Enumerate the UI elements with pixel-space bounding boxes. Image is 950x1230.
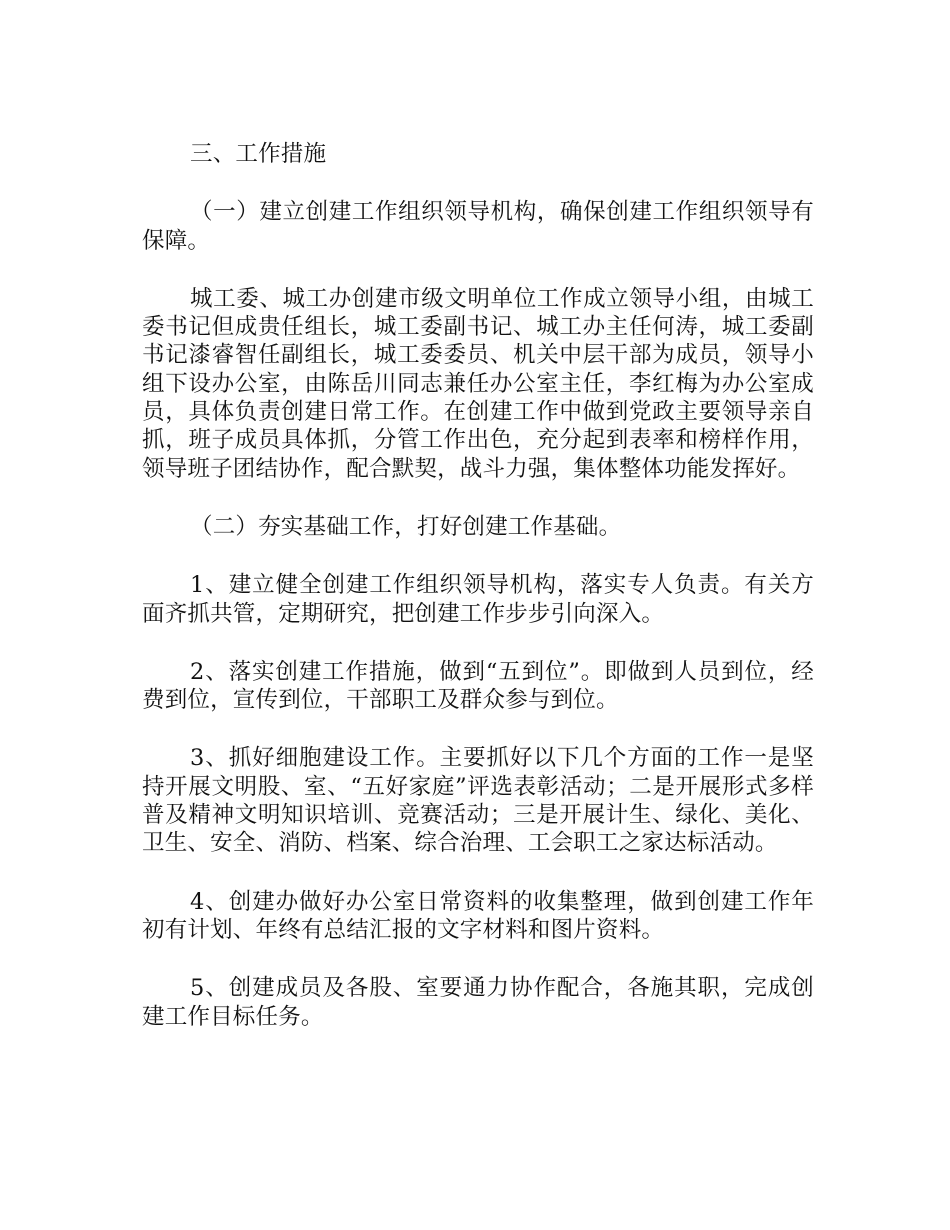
paragraph-3: （二）夯实基础工作，打好创建工作基础。	[190, 513, 622, 540]
paragraph-1: （一）建立创建工作组织领导机构，确保创建工作组织领导有保障。	[142, 199, 814, 254]
paragraph-2: 城工委、城工办创建市级文明单位工作成立领导小组，由城工委书记但成贵任组长，城工委副书记、城工办主任何涛，城工委副书记漆睿智任副组长，城工委委员、机关中层干部为成员，领导小组下设办公室，由陈岳川同志兼任办公室主任，李红梅为办公室成员，具体负责创建日常工作。在创建工作中做到党政主要领导亲自抓，班子成员具体抓，分管工作出色，充分起到表率和榜样作用，领导班子团结协作，配合默契，战斗力强，集体整体功能发挥好。	[142, 285, 814, 482]
paragraph-7: 4、创建办做好办公室日常资料的收集整理，做到创建工作年初有计划、年终有总结汇报的文字材料和图片资料。	[142, 888, 814, 943]
paragraph-4: 1、建立健全创建工作组织领导机构，落实专人负责。有关方面齐抓共管，定期研究，把创建工作步步引向深入。	[142, 572, 814, 627]
paragraph-6: 3、抓好细胞建设工作。主要抓好以下几个方面的工作一是坚持开展文明股、室、“五好家庭”评选表彰活动；二是开展形式多样普及精神文明知识培训、竞赛活动；三是开展计生、绿化、美化、卫生、安全、消防、档案、综合治理、工会职工之家达标活动。	[142, 745, 814, 857]
paragraph-8: 5、创建成员及各股、室要通力协作配合，各施其职，完成创建工作目标任务。	[142, 975, 814, 1030]
paragraph-5: 2、落实创建工作措施，做到“五到位”。即做到人员到位，经费到位，宣传到位，干部职工及群众参与到位。	[142, 658, 814, 714]
document-body	[142, 140, 814, 1061]
section-title: 三、工作措施	[190, 141, 327, 167]
